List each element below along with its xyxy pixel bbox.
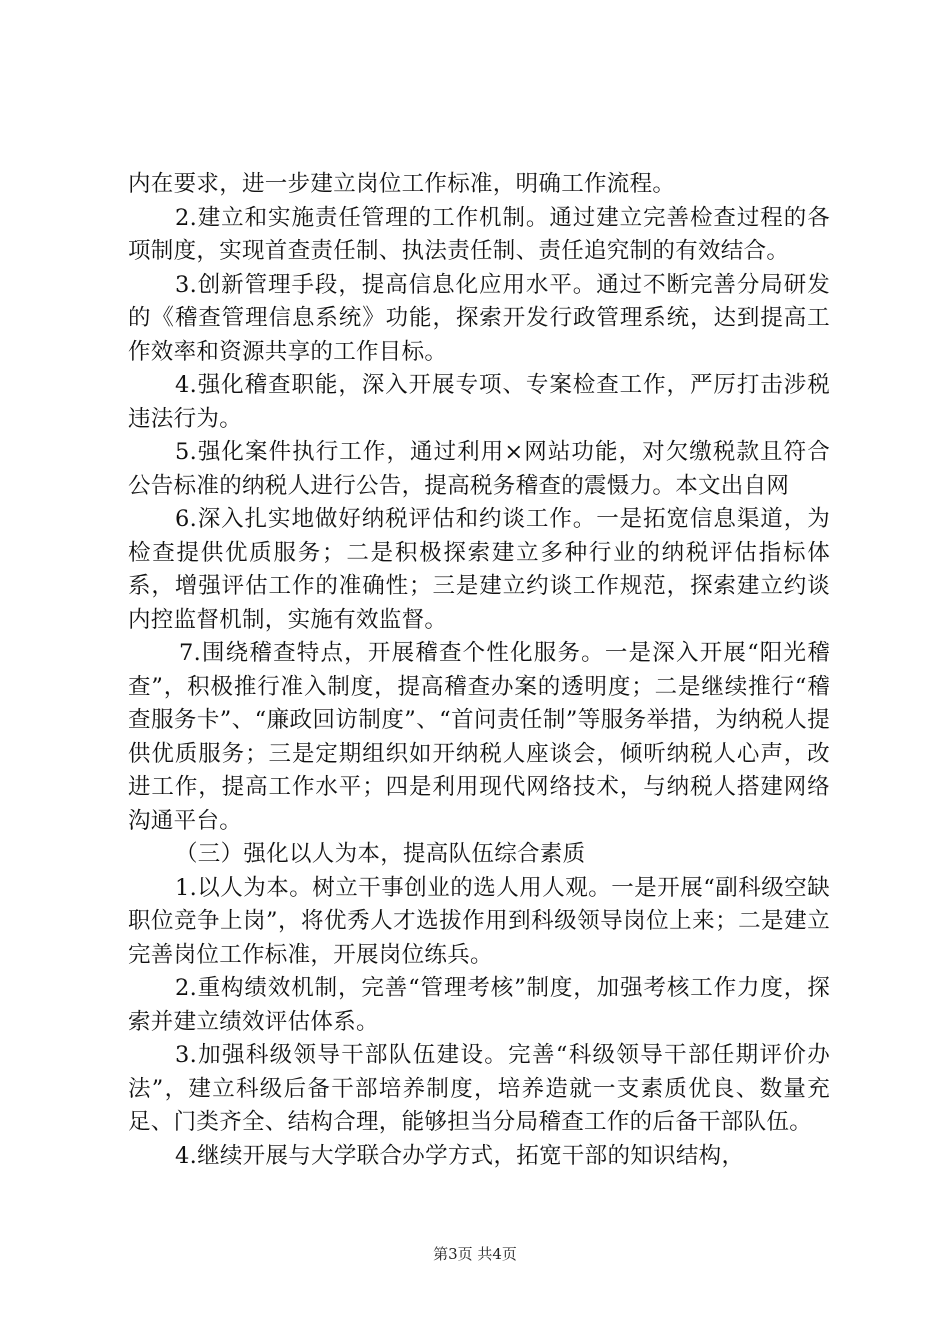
paragraph-section3-item-4: 4.继续开展与大学联合办学方式，拓宽干部的知识结构， xyxy=(175,1142,745,1169)
paragraph-section3-item-1: 1.以人为本。树立干事创业的选人用人观。一是开展“副科级空缺职位竞争上岗”，将优秀人才选拔作用到科级领导岗位上来；二是建立完善岗位工作标准，开展岗位练兵。 xyxy=(128,874,830,968)
paragraph-section3-item-3: 3.加强科级领导干部队伍建设。完善“科级领导干部任期评价办法”，建立科级后备干部培养制度，培养造就一支素质优良、数量充足、门类齐全、结构合理，能够担当分局稽查工作的后备干部队伍。 xyxy=(128,1042,830,1135)
page-number-footer: 第3页 共4页 xyxy=(433,1245,517,1263)
paragraph-continuation: 内在要求，进一步建立岗位工作标准，明确工作流程。 xyxy=(128,171,676,197)
paragraph-section3-item-2: 2.重构绩效机制，完善“管理考核”制度，加强考核工作力度，探索并建立绩效评估体系。 xyxy=(128,975,830,1035)
section-heading-3: （三）强化以人为本，提高队伍综合素质 xyxy=(175,841,586,867)
paragraph-item-7: 7.围绕稽查特点，开展稽查个性化服务。一是深入开展“阳光稽查”，积极推行准入制度，提高稽查办案的透明度；二是继续推行“稽查服务卡”、“廉政回访制度”、“首问责任制”等服务举措，为纳税人提供优质服务；三是定期组织如开纳税人座谈会，倾听纳税人心声，改进工作，提高工作水平；四是利用现代网络技术，与纳税人搭建网络沟通平台。 xyxy=(128,640,830,834)
paragraph-item-3: 3.创新管理手段，提高信息化应用水平。通过不断完善分局研发的《稽查管理信息系统》功能，探索开发行政管理系统，达到提高工作效率和资源共享的工作目标。 xyxy=(128,271,830,365)
paragraph-item-6: 6.深入扎实地做好纳税评估和约谈工作。一是拓宽信息渠道，为检查提供优质服务；二是积极探索建立多种行业的纳税评估指标体系，增强评估工作的准确性；三是建立约谈工作规范，探索建立约谈内控监督机制，实施有效监督。 xyxy=(128,506,830,633)
paragraph-item-4: 4.强化稽查职能，深入开展专项、专案检查工作，严厉打击涉税违法行为。 xyxy=(128,372,830,432)
paragraph-item-5: 5.强化案件执行工作，通过利用×网站功能，对欠缴税款且符合公告标准的纳税人进行公告，提高税务稽查的震慑力。本文出自网 xyxy=(128,439,830,499)
paragraph-item-2: 2.建立和实施责任管理的工作机制。通过建立完善检查过程的各项制度，实现首查责任制、执法责任制、责任追究制的有效结合。 xyxy=(128,204,830,264)
document-body xyxy=(128,168,830,1173)
